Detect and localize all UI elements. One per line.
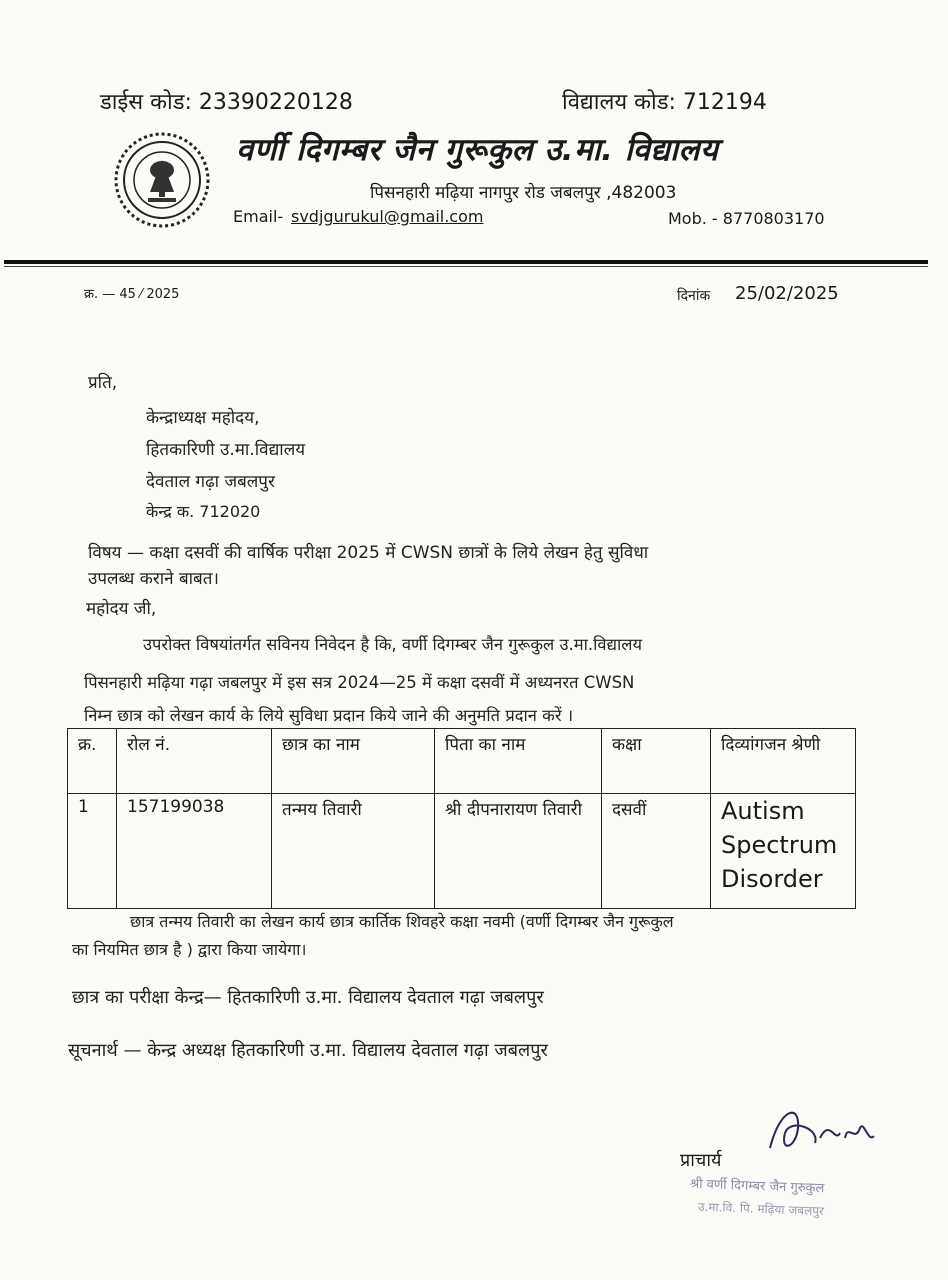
email-link[interactable]: svdjgurukul@gmail.com [291,207,484,226]
school-stamp-line-2: उ.मा.वि. पि. मढ़िया जबलपुर [697,1199,825,1219]
subject-line-2: उपलब्ध कराने बाबत। [88,569,219,589]
school-seal-logo [110,130,214,230]
info-line: सूचनार्थ — केन्द्र अध्यक्ष हितकारिणी उ.मा. विद्यालय देवताल गढ़ा जबलपुर [68,1040,548,1061]
para1-line-2: पिसनहारी मढ़िया गढ़ा जबलपुर में इस सत्र 2024—25 में कक्षा दसवीं में अध्यनरत CWSN [84,673,635,692]
email-label: Email- [233,207,284,226]
reference-number: क्र. — 45 ⁄ 2025 [84,287,180,302]
principal-signature [760,1098,880,1168]
school-address: पिसनहारी मढ़िया नागपुर रोड जबलपुर ,482003 [370,183,677,203]
letter-date: 25/02/2025 [735,283,839,304]
school-stamp-line-1: श्री वर्णी दिगम्बर जैन गुरुकुल [689,1176,825,1197]
cell-roll: 157199038 [117,794,272,909]
table-header-row [68,729,856,794]
cell-student-name: तन्मय तिवारी [272,794,435,909]
dise-code: डाईस कोड: 23390220128 [100,90,353,115]
principal-label: प्राचार्य [680,1150,722,1171]
exam-centre: छात्र का परीक्षा केन्द्र— हितकारिणी उ.मा. विद्यालय देवताल गढ़ा जबलपुर [72,987,544,1008]
col-header-roll: रोल नं. [117,729,272,794]
addressee-line-2: हितकारिणी उ.मा.विद्यालय [146,440,306,460]
cell-category: Autism Spectrum Disorder [711,794,856,909]
salutation: महोदय जी, [86,599,157,619]
para2-line-1: छात्र तन्मय तिवारी का लेखन कार्य छात्र कार्तिक शिवहरे कक्षा नवमी (वर्णी दिगम्बर जैन गुरूकुल [130,912,674,931]
to-label: प्रति, [88,373,118,393]
header-divider-thin [4,266,928,267]
mobile-number: Mob. - 8770803170 [668,209,825,228]
col-header-sr: क्र. [68,729,117,794]
addressee-line-1: केन्द्राध्यक्ष महोदय, [146,408,260,428]
table-row [68,794,856,909]
para1-line-3: निम्न छात्र को लेखन कार्य के लिये सुविधा प्रदान किये जाने की अनुमति प्रदान करें । [84,706,574,725]
col-header-category: दिव्यांगजन श्रेणी [711,729,856,794]
cell-sr: 1 [68,794,117,909]
school-code: विद्यालय कोड: 712194 [562,90,767,115]
date-label: दिनांक [677,288,711,304]
school-name: वर्णी दिगम्बर जैन गुरूकुल उ.मा. विद्यालय [236,132,719,168]
col-header-father-name: पिता का नाम [435,729,602,794]
col-header-student-name: छात्र का नाम [272,729,435,794]
cell-class: दसवीं [602,794,711,909]
cell-father-name: श्री दीपनारायण तिवारी [435,794,602,909]
addressee-line-3: देवताल गढ़ा जबलपुर [146,472,275,492]
addressee-line-4: केन्द्र क. 712020 [146,502,261,521]
subject-line-1: विषय — कक्षा दसवीं की वार्षिक परीक्षा 2025 में CWSN छात्रों के लिये लेखन हेतु सुविधा [88,543,649,563]
para2-line-2: का नियमित छात्र है ) द्वारा किया जायेगा। [72,940,307,959]
col-header-class: कक्षा [602,729,711,794]
header-divider [4,260,928,264]
para1-line-1: उपरोक्त विषयांतर्गत सविनय निवेदन है कि, वर्णी दिगम्बर जैन गुरूकुल उ.मा.विद्यालय [143,635,643,654]
student-table [67,728,856,909]
